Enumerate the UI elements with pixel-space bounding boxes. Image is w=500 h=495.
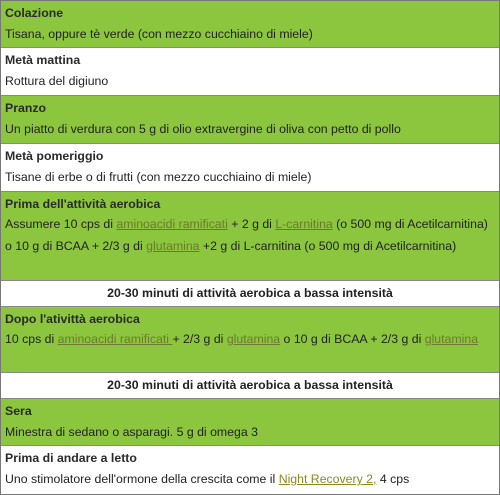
text-segment: o 10 g di BCAA + 2/3 g di: [280, 332, 425, 346]
meal-title: Prima dell'attività aerobica: [5, 197, 161, 211]
link-night-recovery[interactable]: Night Recovery 2,: [278, 472, 377, 486]
meal-row-prima-attivita: [1, 192, 499, 281]
meal-row-prima-letto: [1, 446, 499, 494]
meal-text: Un piatto di verdura con 5 g di olio extravergine di oliva con petto di pollo: [5, 122, 401, 136]
meal-title: Dopo l'ativittà aerobica: [5, 312, 140, 326]
meal-title: Prima di andare a letto: [5, 451, 137, 465]
meal-text: Tisana, oppure tè verde (con mezzo cucchiaino di miele): [5, 27, 313, 41]
meal-text: [5, 213, 495, 257]
meal-text: Minestra di sedano o asparagi. 5 g di omega 3: [5, 425, 258, 439]
text-segment: 10 cps di: [5, 332, 58, 346]
banner-text: 20-30 minuti di attività aerobica a bassa intensità: [107, 286, 393, 300]
meal-title: Pranzo: [5, 101, 46, 115]
text-segment: Assumere 10 cps di: [5, 217, 117, 231]
meal-text: Tisane di erbe o di frutti (con mezzo cucchiaino di miele): [5, 170, 312, 184]
meal-text: [5, 467, 495, 491]
text-segment: +2 g di L-carnitina (o 500 mg di Acetilcarnitina): [199, 239, 457, 253]
link-l-carnitina[interactable]: L-carnitina: [275, 217, 333, 231]
meal-title: Colazione: [5, 6, 64, 20]
meal-row-pranzo: [1, 96, 499, 144]
link-glutamina[interactable]: glutamina: [424, 332, 479, 346]
meal-row-meta-pomeriggio: [1, 144, 499, 192]
link-glutamina[interactable]: glutamina: [226, 332, 281, 346]
text-segment: + 2 g di: [227, 217, 276, 231]
text-segment: 4 cps: [376, 472, 410, 486]
aerobic-banner: [1, 281, 499, 307]
meal-text: Rottura del digiuno: [5, 74, 109, 88]
meal-text: [5, 328, 495, 350]
text-segment: + 2/3 g di: [172, 332, 227, 346]
link-aminoacidi-ramificati[interactable]: aminoacidi ramificati: [57, 332, 173, 346]
link-aminoacidi-ramificati[interactable]: aminoacidi ramificati: [116, 217, 228, 231]
meal-row-sera: [1, 399, 499, 446]
meal-row-colazione: [1, 1, 499, 48]
link-glutamina[interactable]: glutamina: [146, 239, 200, 253]
aerobic-banner: [1, 373, 499, 399]
text-segment: Uno stimolatore dell'ormone della crescita come il: [5, 472, 279, 486]
meal-row-meta-mattina: [1, 48, 499, 96]
meal-row-dopo-attivita: [1, 307, 499, 373]
meal-title: Metà mattina: [5, 53, 81, 67]
meal-title: Sera: [5, 404, 32, 418]
text-segment: (o 500 mg di Acetilcarnitina) o 10 g di BCAA + 2/3 g di: [5, 217, 488, 253]
banner-text: 20-30 minuti di attività aerobica a bassa intensità: [107, 378, 393, 392]
meal-title: Metà pomeriggio: [5, 149, 104, 163]
